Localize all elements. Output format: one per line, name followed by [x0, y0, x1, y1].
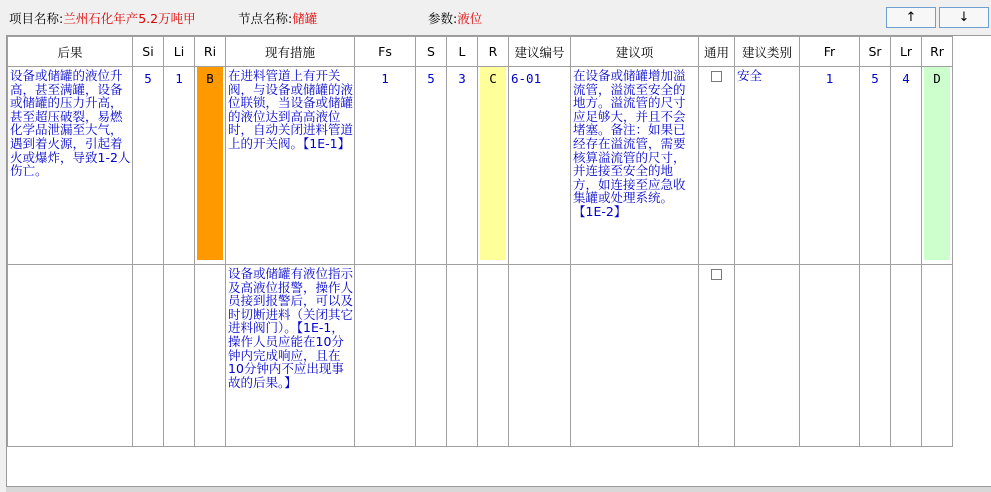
col-header-l[interactable]: L	[447, 37, 478, 67]
s-value: 5	[427, 71, 435, 86]
rec-type-text: 安全	[737, 68, 763, 83]
r-value: C	[489, 71, 497, 86]
col-header-ri[interactable]: Ri	[195, 37, 226, 67]
rec-item-text: 在设备或储罐增加溢流管，溢流至安全的地方。溢流管的尺寸应足够大，并且不会堵塞。备注：如果已经存在溢流管，需要核算溢流管的尺寸，并连接至安全的地方，如连接至应急收集罐或处理系统。【1E-2】	[573, 68, 686, 219]
cell-general[interactable]	[699, 265, 735, 447]
rec-no-value: 6-01	[511, 71, 542, 86]
horizontal-scrollbar[interactable]	[6, 487, 991, 492]
cell-sr[interactable]	[860, 67, 891, 265]
cell-lr[interactable]	[891, 67, 922, 265]
hazop-grid-panel	[6, 35, 991, 487]
header-bar	[0, 0, 991, 33]
general-checkbox[interactable]	[711, 71, 722, 82]
cell-general[interactable]	[699, 67, 735, 265]
l-value: 3	[458, 71, 466, 86]
col-header-li[interactable]: Li	[164, 37, 195, 67]
rr-value: D	[933, 71, 941, 86]
param-field	[428, 9, 482, 27]
cell-rr[interactable]	[922, 265, 953, 447]
move-up-button[interactable]: ↑	[886, 7, 936, 28]
cell-rec-type[interactable]	[735, 265, 800, 447]
fr-value: 1	[825, 71, 834, 86]
cell-consequence[interactable]	[8, 67, 133, 265]
project-label: 项目名称:	[9, 11, 64, 26]
table-row	[8, 67, 953, 265]
col-header-fs[interactable]: Fs	[355, 37, 416, 67]
cell-consequence[interactable]	[8, 265, 133, 447]
node-field	[238, 9, 317, 27]
col-header-rec-item[interactable]: 建议项	[571, 37, 699, 67]
cell-s[interactable]	[416, 265, 447, 447]
node-value: 储罐	[292, 11, 318, 26]
col-header-rr[interactable]: Rr	[922, 37, 953, 67]
cell-fr[interactable]	[800, 67, 860, 265]
r-risk-fill	[480, 67, 506, 260]
hazop-table	[7, 36, 953, 447]
project-value: 兰州石化年产5.2万吨甲	[63, 11, 196, 26]
col-header-rec-type[interactable]: 建议类别	[735, 37, 800, 67]
measure-text: 在进料管道上有开关阀，与设备或储罐的液位联锁，当设备或储罐的液位达到高高液位时，自动关闭进料管道上的开关阀。【1E-1】	[228, 68, 354, 151]
cell-r[interactable]	[478, 265, 509, 447]
cell-si[interactable]	[133, 265, 164, 447]
consequence-text: 设备或储罐的液位升高，甚至满罐，设备或储罐的压力升高，甚至超压破裂，易燃化学品泄漏至大气，遇到着火源，引起着火或爆炸，导致1-2人伤亡。	[10, 68, 131, 179]
cell-l[interactable]	[447, 67, 478, 265]
cell-ri[interactable]	[195, 265, 226, 447]
ri-value: B	[206, 71, 214, 86]
measure-text: 设备或储罐有液位指示及高液位报警，操作人员接到报警后，可以及时切断进料（关闭其它进料阀门）。【1E-1，操作人员应能在10分钟内完成响应，且在10分钟内不应出现事故的后果。】	[228, 266, 354, 390]
cell-rec-item[interactable]	[571, 67, 699, 265]
cell-rr[interactable]	[922, 67, 953, 265]
node-label: 节点名称:	[238, 11, 293, 26]
cell-fs[interactable]	[355, 265, 416, 447]
cell-measure[interactable]	[226, 67, 355, 265]
li-value: 1	[175, 71, 183, 86]
cell-ri[interactable]	[195, 67, 226, 265]
header-row	[8, 37, 953, 67]
cell-rec-no[interactable]	[509, 265, 571, 447]
col-header-r[interactable]: R	[478, 37, 509, 67]
cell-fs[interactable]	[355, 67, 416, 265]
col-header-measures[interactable]: 现有措施	[226, 37, 355, 67]
rr-risk-fill	[924, 67, 950, 260]
cell-lr[interactable]	[891, 265, 922, 447]
col-header-s[interactable]: S	[416, 37, 447, 67]
general-checkbox[interactable]	[711, 269, 722, 280]
cell-s[interactable]	[416, 67, 447, 265]
cell-sr[interactable]	[860, 265, 891, 447]
cell-rec-type[interactable]	[735, 67, 800, 265]
cell-li[interactable]	[164, 265, 195, 447]
lr-value: 4	[902, 71, 910, 86]
sr-value: 5	[871, 71, 879, 86]
cell-measure[interactable]	[226, 265, 355, 447]
cell-fr[interactable]	[800, 265, 860, 447]
project-field	[9, 9, 196, 27]
col-header-si[interactable]: Si	[133, 37, 164, 67]
fs-value: 1	[381, 71, 389, 86]
col-header-fr[interactable]: Fr	[800, 37, 860, 67]
col-header-consequence[interactable]: 后果	[8, 37, 133, 67]
cell-l[interactable]	[447, 265, 478, 447]
col-header-general[interactable]: 通用	[699, 37, 735, 67]
ri-risk-fill	[197, 67, 223, 260]
col-header-sr[interactable]: Sr	[860, 37, 891, 67]
param-value: 液位	[457, 11, 483, 26]
si-value: 5	[144, 71, 152, 86]
cell-rec-item[interactable]	[571, 265, 699, 447]
move-down-button[interactable]: ↓	[939, 7, 989, 28]
param-label: 参数:	[428, 11, 458, 26]
col-header-lr[interactable]: Lr	[891, 37, 922, 67]
table-row	[8, 265, 953, 447]
cell-li[interactable]	[164, 67, 195, 265]
cell-rec-no[interactable]	[509, 67, 571, 265]
col-header-rec-no[interactable]: 建议编号	[509, 37, 571, 67]
cell-si[interactable]	[133, 67, 164, 265]
cell-r[interactable]	[478, 67, 509, 265]
